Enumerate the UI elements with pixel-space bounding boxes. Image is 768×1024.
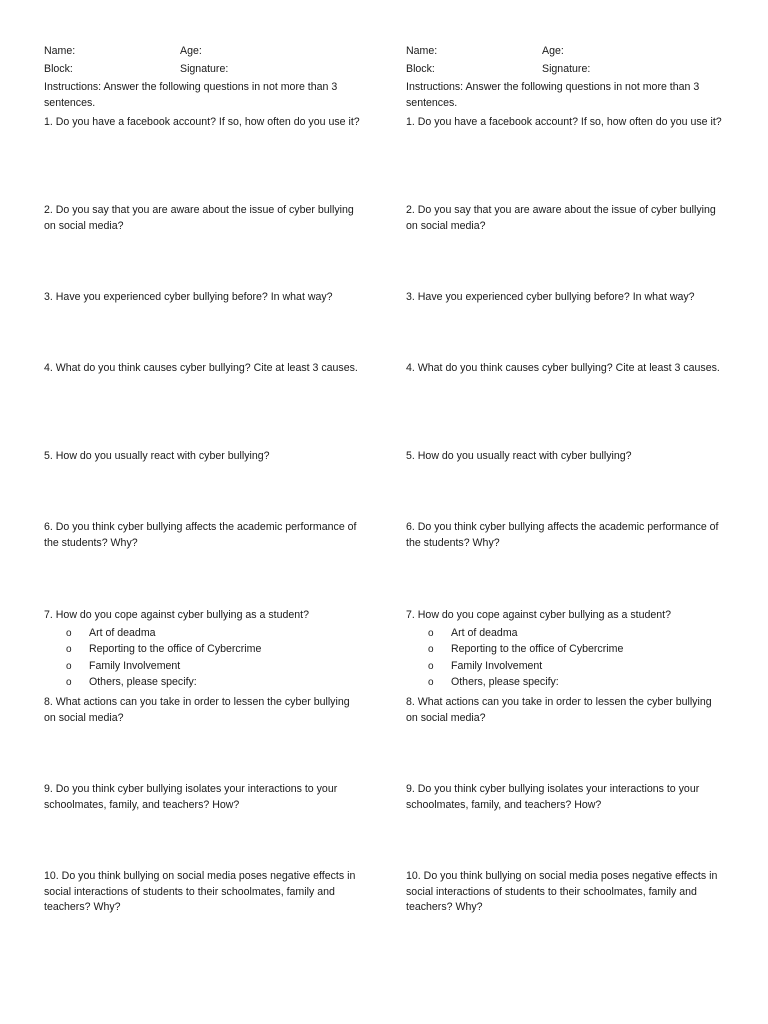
question-7-options: [406, 626, 724, 692]
age-label: Age:: [542, 45, 564, 57]
option-label: Family Involvement: [451, 659, 543, 672]
option-item: [44, 626, 362, 643]
signature-label: Signature:: [180, 63, 229, 75]
question-8: 8. What actions can you take in order to lessen the cyber bullying on social media?: [44, 696, 350, 724]
question-7-options: [44, 626, 362, 692]
question-3: 3. Have you experienced cyber bullying before? In what way?: [406, 291, 695, 303]
header-row-2: [44, 62, 374, 80]
option-label: Others, please specify:: [89, 676, 197, 688]
option-label: Art of deadma: [451, 626, 518, 639]
option-item: [406, 626, 724, 643]
question-8: 8. What actions can you take in order to lessen the cyber bullying on social media?: [406, 696, 712, 724]
bullet-icon: o: [428, 677, 434, 688]
question-10: 10. Do you think bullying on social media poses negative effects in social interactions of students to their schoolmates, family and teachers? Why?: [44, 870, 356, 913]
signature-label: Signature:: [542, 63, 591, 75]
instructions: Instructions: Answer the following questions in not more than 3 sentences.: [406, 81, 700, 109]
age-label: Age:: [180, 45, 202, 57]
question-7: [44, 608, 362, 692]
questionnaire-right: [406, 44, 736, 913]
option-label: Reporting to the office of Cybercrime: [451, 643, 624, 655]
block-label: Block:: [44, 63, 73, 75]
question-7: [406, 608, 724, 692]
option-label: Others, please specify:: [451, 676, 559, 688]
instructions: Instructions: Answer the following questions in not more than 3 sentences.: [44, 81, 338, 109]
option-item: [406, 659, 724, 676]
name-label: Name:: [44, 45, 76, 57]
question-4: 4. What do you think causes cyber bullying? Cite at least 3 causes.: [44, 362, 358, 374]
option-item: [44, 642, 362, 659]
option-label: Art of deadma: [89, 626, 156, 639]
question-2: 2. Do you say that you are aware about the issue of cyber bullying on social media?: [44, 204, 354, 232]
bullet-icon: o: [66, 627, 72, 639]
bullet-icon: o: [66, 644, 72, 655]
question-7-text: 7. How do you cope against cyber bullying as a student?: [44, 609, 310, 621]
question-3: 3. Have you experienced cyber bullying before? In what way?: [44, 291, 333, 303]
name-label: Name:: [406, 45, 438, 57]
header-row-1: [406, 44, 736, 62]
header-row-1: [44, 44, 374, 62]
question-7-text: 7. How do you cope against cyber bullying as a student?: [406, 609, 672, 621]
header-row-2: [406, 62, 736, 80]
bullet-icon: o: [66, 660, 72, 672]
question-1: 1. Do you have a facebook account? If so, how often do you use it?: [406, 116, 722, 128]
bullet-icon: o: [66, 677, 72, 688]
option-item: [44, 675, 362, 692]
question-9: 9. Do you think cyber bullying isolates your interactions to your schoolmates, family, and teachers? How?: [44, 783, 338, 811]
question-2: 2. Do you say that you are aware about the issue of cyber bullying on social media?: [406, 204, 716, 232]
question-5: 5. How do you usually react with cyber bullying?: [44, 450, 270, 462]
questionnaire-left: [44, 44, 374, 913]
option-item: [44, 659, 362, 676]
question-6: 6. Do you think cyber bullying affects the academic performance of the students? Why?: [406, 521, 719, 549]
option-item: [406, 675, 724, 692]
option-label: Family Involvement: [89, 659, 181, 672]
question-4: 4. What do you think causes cyber bullying? Cite at least 3 causes.: [406, 362, 720, 374]
question-6: 6. Do you think cyber bullying affects the academic performance of the students? Why?: [44, 521, 357, 549]
option-item: [406, 642, 724, 659]
bullet-icon: o: [428, 644, 434, 655]
question-1: 1. Do you have a facebook account? If so, how often do you use it?: [44, 116, 360, 128]
option-label: Reporting to the office of Cybercrime: [89, 643, 262, 655]
bullet-icon: o: [428, 627, 434, 639]
question-5: 5. How do you usually react with cyber bullying?: [406, 450, 632, 462]
question-10: 10. Do you think bullying on social media poses negative effects in social interactions of students to their schoolmates, family and teachers? Why?: [406, 870, 718, 913]
block-label: Block:: [406, 63, 435, 75]
bullet-icon: o: [428, 660, 434, 672]
question-9: 9. Do you think cyber bullying isolates your interactions to your schoolmates, family, and teachers? How?: [406, 783, 700, 811]
